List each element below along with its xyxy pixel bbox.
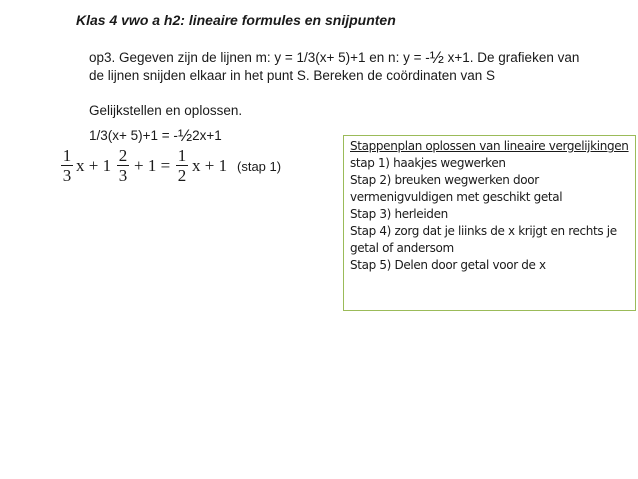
problem-half-symbol: ½ xyxy=(429,48,444,67)
stappenplan-heading: Stappenplan oplossen van lineaire vergelijkingen xyxy=(350,139,629,153)
fraction-denominator: 2 xyxy=(177,166,187,185)
stappenplan-step: getal of andersom xyxy=(350,241,454,255)
fraction-numerator: 1 xyxy=(177,146,187,165)
stappenplan-step: Stap 4) zorg dat je liinks de x krijgt en rechts je xyxy=(350,224,617,238)
stappenplan-step: Stap 5) Delen door getal voor de x xyxy=(350,258,546,272)
fraction-numerator: 1 xyxy=(62,146,72,165)
math-term: + 1 = xyxy=(134,156,171,175)
stappenplan-step: stap 1) haakjes wegwerken xyxy=(350,156,506,170)
equation-half-symbol: ½ xyxy=(177,126,193,145)
problem-statement xyxy=(89,49,629,85)
fraction-numerator: 2 xyxy=(118,146,128,165)
fraction-denominator: 3 xyxy=(62,166,72,185)
stappenplan-step: vermenigvuldigen met geschikt getal xyxy=(350,190,563,204)
method-text: Gelijkstellen en oplossen. xyxy=(89,103,243,118)
problem-text-line2: de lijnen snijden elkaar in het punt S. Bereken de coördinaten van S xyxy=(89,68,496,83)
stappenplan-box xyxy=(343,135,636,311)
math-term: x + 1 xyxy=(192,156,228,175)
problem-text-part2: x+1. De grafieken van xyxy=(443,50,580,65)
step-label: (stap 1) xyxy=(237,159,282,174)
equation-part2: 2x+1 xyxy=(192,128,222,143)
fraction-denominator: 3 xyxy=(118,166,128,185)
stappenplan-step: Stap 2) breuken wegwerken door xyxy=(350,173,539,187)
equation-line xyxy=(89,126,222,146)
problem-text-part1: op3. Gegeven zijn de lijnen m: y = 1/3(x+ 5)+1 en n: y = - xyxy=(89,50,430,65)
page-title: Klas 4 vwo a h2: lineaire formules en snijpunten xyxy=(76,12,396,28)
equation-part1: 1/3(x+ 5)+1 = - xyxy=(89,128,178,143)
stappenplan-step: Stap 3) herleiden xyxy=(350,207,448,221)
math-term: x + 1 xyxy=(76,156,112,175)
